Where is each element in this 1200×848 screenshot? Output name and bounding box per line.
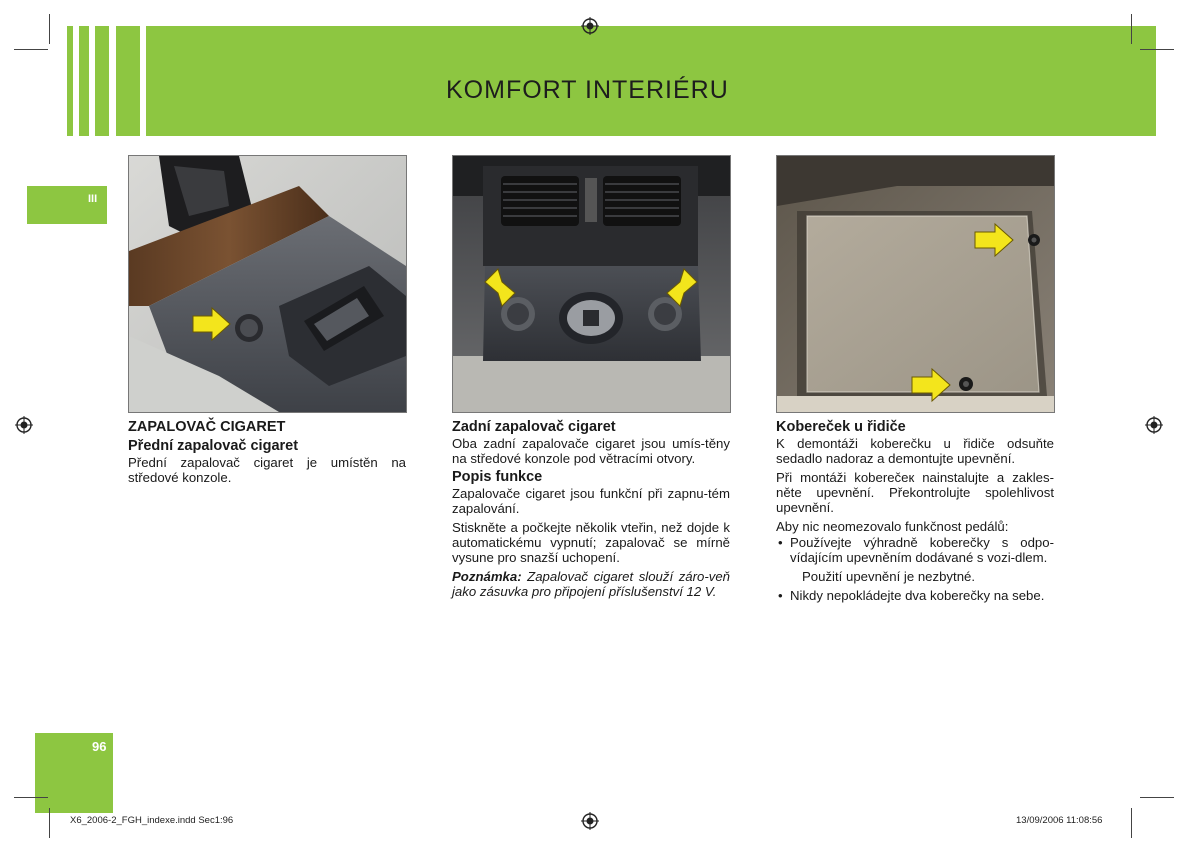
header-stripe — [79, 26, 89, 136]
header-stripe — [116, 26, 140, 136]
column-front-lighter — [128, 420, 406, 489]
page-number: 96 — [92, 739, 107, 754]
list-item: • Nikdy nepokládejte dva koberečky na sebe. — [790, 588, 1054, 603]
paragraph: K demontáži koberečku u řidiče odsuňte sedadlo nadoraz a demontujte upevnění. — [776, 436, 1054, 466]
column-floor-mat — [776, 420, 1054, 607]
list-item: • Používejte výhradně koberečky s odpo-vídajícím upevněním dodávané s vozi-dlem. — [790, 535, 1054, 565]
photo-floor-mat — [776, 155, 1055, 413]
note-text: Zapalovač cigaret slouží záro-veň jako zásuvka pro připojení příslušenství 12 V. — [452, 569, 730, 599]
header-stripe — [67, 26, 73, 136]
section-heading: Zadní zapalovač cigaret — [452, 419, 616, 435]
section-subheading: Přední zapalovač cigaret — [128, 438, 299, 454]
registration-mark-icon — [581, 812, 599, 830]
note-label: Poznámka: — [452, 569, 522, 584]
crop-mark — [1140, 49, 1174, 50]
crop-mark — [1131, 808, 1132, 838]
registration-mark-icon — [15, 416, 33, 434]
paragraph: Přední zapalovač cigaret je umístěn na středové konzole. — [128, 455, 406, 485]
paragraph: Aby nic neomezovalo funkčnost pedálů: — [776, 519, 1009, 534]
photo-rear-lighters — [452, 155, 731, 413]
bullet-list — [776, 588, 1054, 603]
section-heading: ZAPALOVAČ CIGARET — [128, 419, 286, 435]
header-stripe — [95, 26, 109, 136]
paragraph: Při montáži koberečeк nainstalujte a zakles-něte upevnění. Překontrolujte spolehlivost upevnění. — [776, 470, 1054, 515]
note — [452, 569, 730, 599]
registration-mark-icon — [581, 17, 599, 35]
crop-mark — [49, 808, 50, 838]
crop-mark — [14, 49, 48, 50]
footer-timestamp: 13/09/2006 11:08:56 — [1016, 815, 1103, 826]
column-rear-lighter — [452, 420, 730, 599]
photo-front-lighter — [128, 155, 407, 413]
crop-mark — [14, 797, 48, 798]
list-item-continuation: Použití upevnění je nezbytné. — [802, 569, 976, 584]
paragraph: Oba zadní zapalovače cigaret jsou umís-těny na středové konzole pod větracími otvory. — [452, 436, 730, 466]
footer-file-info: X6_2006-2_FGH_indexe.indd Sec1:96 — [70, 815, 234, 826]
section-heading: Kobereček u řidiče — [776, 419, 906, 435]
chapter-label: III — [88, 193, 98, 205]
chapter-tab — [27, 186, 107, 224]
page-title: KOMFORT INTERIÉRU — [446, 76, 729, 104]
crop-mark — [1140, 797, 1174, 798]
registration-mark-icon — [1145, 416, 1163, 434]
bullet-list — [776, 535, 1054, 565]
paragraph: Zapalovače cigaret jsou funkční při zapnu-tém zapalování. — [452, 486, 730, 516]
crop-mark — [49, 14, 50, 44]
paragraph: Stiskněte a počkejte několik vteřin, než dojde k automatickému vypnutí; zapalovač se mírně vysune pro snazší uchopení. — [452, 520, 730, 565]
crop-mark — [1131, 14, 1132, 44]
section-subheading: Popis funkce — [452, 469, 543, 485]
